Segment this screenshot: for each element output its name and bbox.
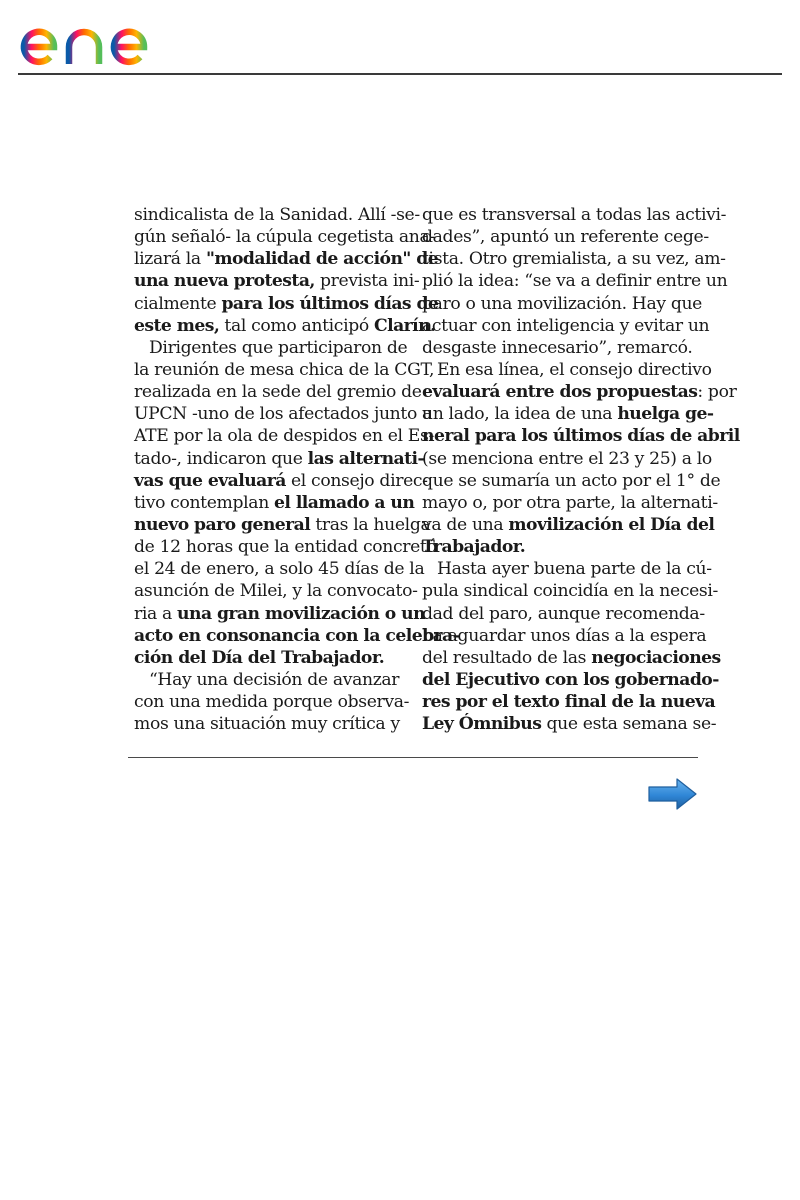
article-line bbox=[134, 248, 439, 270]
article-bold-text: res por el texto final de la nueva bbox=[422, 692, 716, 713]
article-line bbox=[134, 359, 435, 381]
article-text: sindicalista de la Sanidad. Allí -se- bbox=[134, 205, 420, 225]
header-divider bbox=[18, 73, 782, 75]
article-line bbox=[422, 514, 715, 536]
article-text: gún señaló- la cúpula cegetista ana- bbox=[134, 227, 435, 248]
article-text: va de una bbox=[422, 514, 509, 535]
article-text: desgaste innecesario”, remarcó. bbox=[422, 337, 693, 358]
article-text: que es transversal a todas las activi- bbox=[422, 205, 727, 225]
article-bold-text: el llamado a un bbox=[274, 492, 415, 513]
article-line bbox=[134, 669, 398, 691]
article-line bbox=[134, 580, 418, 602]
article-end-divider bbox=[128, 757, 698, 758]
article-text: mos una situación muy crítica y bbox=[134, 714, 400, 735]
article-line bbox=[134, 204, 420, 226]
article-text: Hasta ayer buena parte de la cú- bbox=[437, 559, 712, 580]
article-text: ATE por la ola de despidos en el Es- bbox=[134, 426, 434, 447]
article-bold-text: Trabajador. bbox=[422, 537, 526, 558]
article-line bbox=[422, 337, 693, 359]
enel-logo bbox=[14, 2, 194, 72]
article-line bbox=[422, 425, 740, 447]
article-bold-text: evaluará entre dos propuestas bbox=[422, 382, 698, 403]
article-text: pula sindical coincidía en la necesi- bbox=[422, 581, 718, 602]
article-text: del resultado de las bbox=[422, 647, 592, 668]
article-text: tras la huelga bbox=[310, 514, 431, 535]
article-text: En esa línea, el consejo directivo bbox=[437, 359, 712, 380]
article-bold-text: "modalidad de acción" de bbox=[205, 249, 439, 270]
article-bold-text: neral para los últimos días de abril bbox=[422, 426, 740, 447]
article-text: el 24 de enero, a solo 45 días de la bbox=[134, 559, 425, 580]
article-line bbox=[422, 669, 719, 691]
article-line bbox=[134, 625, 460, 647]
article-text: asunción de Milei, y la convocato- bbox=[134, 581, 418, 602]
article-line bbox=[134, 713, 398, 735]
article-line bbox=[134, 514, 431, 536]
article-line bbox=[422, 603, 705, 625]
article-text: tado-, indicaron que bbox=[134, 448, 308, 469]
article-line bbox=[422, 691, 716, 713]
article-line bbox=[134, 470, 428, 492]
article-line bbox=[134, 558, 425, 580]
article-line bbox=[134, 536, 437, 558]
article-text: que se sumaría un acto por el 1° de bbox=[422, 470, 721, 491]
article-bold-text: movilización el Día del bbox=[508, 514, 715, 535]
article-line bbox=[422, 315, 710, 337]
article-text: un lado, la idea de una bbox=[422, 404, 618, 425]
article-column-left bbox=[134, 204, 460, 735]
article-bold-text: para los últimos días de bbox=[221, 293, 439, 314]
article-text: UPCN -uno de los afectados junto a bbox=[134, 404, 432, 425]
article-bold-text: este mes, bbox=[134, 315, 220, 336]
article-text: ria a bbox=[134, 603, 178, 624]
article-line bbox=[422, 558, 712, 580]
article-text: realizada en la sede del gremio de bbox=[134, 382, 422, 403]
enel-logo-graphic bbox=[14, 2, 194, 72]
article-line bbox=[134, 647, 398, 669]
article-text: (se menciona entre el 23 y 25) a lo bbox=[422, 448, 712, 469]
article-text: mayo o, por otra parte, la alternati- bbox=[422, 492, 718, 513]
article-line bbox=[422, 625, 707, 647]
article-text: prevista ini- bbox=[314, 271, 420, 292]
article-text: paro o una movilización. Hay que bbox=[422, 293, 703, 314]
article-line bbox=[134, 403, 432, 425]
article-line bbox=[422, 226, 709, 248]
article-text: : por bbox=[697, 382, 737, 403]
article-text: con una medida porque observa- bbox=[134, 692, 410, 713]
article-bold-text: Ley Ómnibus bbox=[422, 714, 542, 735]
next-page-button[interactable] bbox=[646, 776, 698, 812]
article-text: ba aguardar unos días a la espera bbox=[422, 625, 707, 646]
arrow-right-icon bbox=[646, 776, 698, 812]
article-text: de 12 horas que la entidad concretó bbox=[134, 537, 437, 558]
article-text: plió la idea: “se va a definir entre un bbox=[422, 271, 728, 292]
article-bold-text: negociaciones bbox=[591, 647, 721, 668]
article-line bbox=[422, 248, 726, 270]
article-bold-text: vas que evaluará bbox=[134, 470, 286, 491]
article-column-right bbox=[422, 204, 740, 735]
article-line bbox=[134, 226, 435, 248]
article-line bbox=[422, 536, 686, 558]
article-line bbox=[134, 270, 420, 292]
article-line bbox=[422, 580, 718, 602]
article-line bbox=[422, 470, 721, 492]
article-line bbox=[422, 448, 712, 470]
article-text: tal como anticipó bbox=[219, 315, 374, 336]
article-line bbox=[422, 381, 737, 403]
article-bold-text: Clarín. bbox=[373, 315, 436, 336]
article-text: dad del paro, aunque recomenda- bbox=[422, 603, 705, 624]
article-line bbox=[134, 293, 439, 315]
article-line bbox=[422, 713, 717, 735]
article-text: Dirigentes que participaron de bbox=[149, 337, 408, 358]
article-text: actuar con inteligencia y evitar un bbox=[422, 315, 710, 336]
article-bold-text: del Ejecutivo con los gobernado- bbox=[422, 669, 719, 690]
article-line bbox=[422, 492, 718, 514]
article-text: el consejo direc- bbox=[285, 470, 428, 491]
article-bold-text: una gran movilización o un bbox=[177, 603, 426, 624]
article-line bbox=[422, 270, 728, 292]
article-line bbox=[134, 691, 410, 713]
article-bold-text: acto en consonancia con la celebra- bbox=[134, 625, 460, 646]
article-line bbox=[134, 448, 425, 470]
article-line bbox=[134, 603, 426, 625]
article-line bbox=[422, 204, 727, 226]
article-bold-text: ción del Día del Trabajador. bbox=[134, 647, 385, 668]
article-line bbox=[134, 425, 434, 447]
article-line bbox=[134, 337, 408, 359]
article-line bbox=[422, 403, 714, 425]
article-text: dades”, apuntó un referente cege- bbox=[422, 227, 709, 248]
article-line bbox=[422, 647, 721, 669]
article-line bbox=[134, 315, 436, 337]
article-text: “Hay una decisión de avanzar bbox=[149, 669, 400, 690]
article-text: lizará la bbox=[134, 249, 206, 270]
article-line bbox=[422, 359, 712, 381]
article-text: cialmente bbox=[134, 293, 222, 314]
article-text: tista. Otro gremialista, a su vez, am- bbox=[422, 249, 726, 270]
article-text: tivo contemplan bbox=[134, 492, 275, 513]
article-line bbox=[422, 293, 703, 315]
article-line bbox=[134, 381, 422, 403]
article-text: que esta semana se- bbox=[541, 714, 717, 735]
article-bold-text: las alternati- bbox=[307, 448, 425, 469]
article-bold-text: una nueva protesta, bbox=[134, 271, 315, 292]
article-text: la reunión de mesa chica de la CGT, bbox=[134, 359, 435, 380]
article-bold-text: huelga ge- bbox=[617, 404, 714, 425]
article-line bbox=[134, 492, 415, 514]
article-bold-text: nuevo paro general bbox=[134, 514, 311, 535]
